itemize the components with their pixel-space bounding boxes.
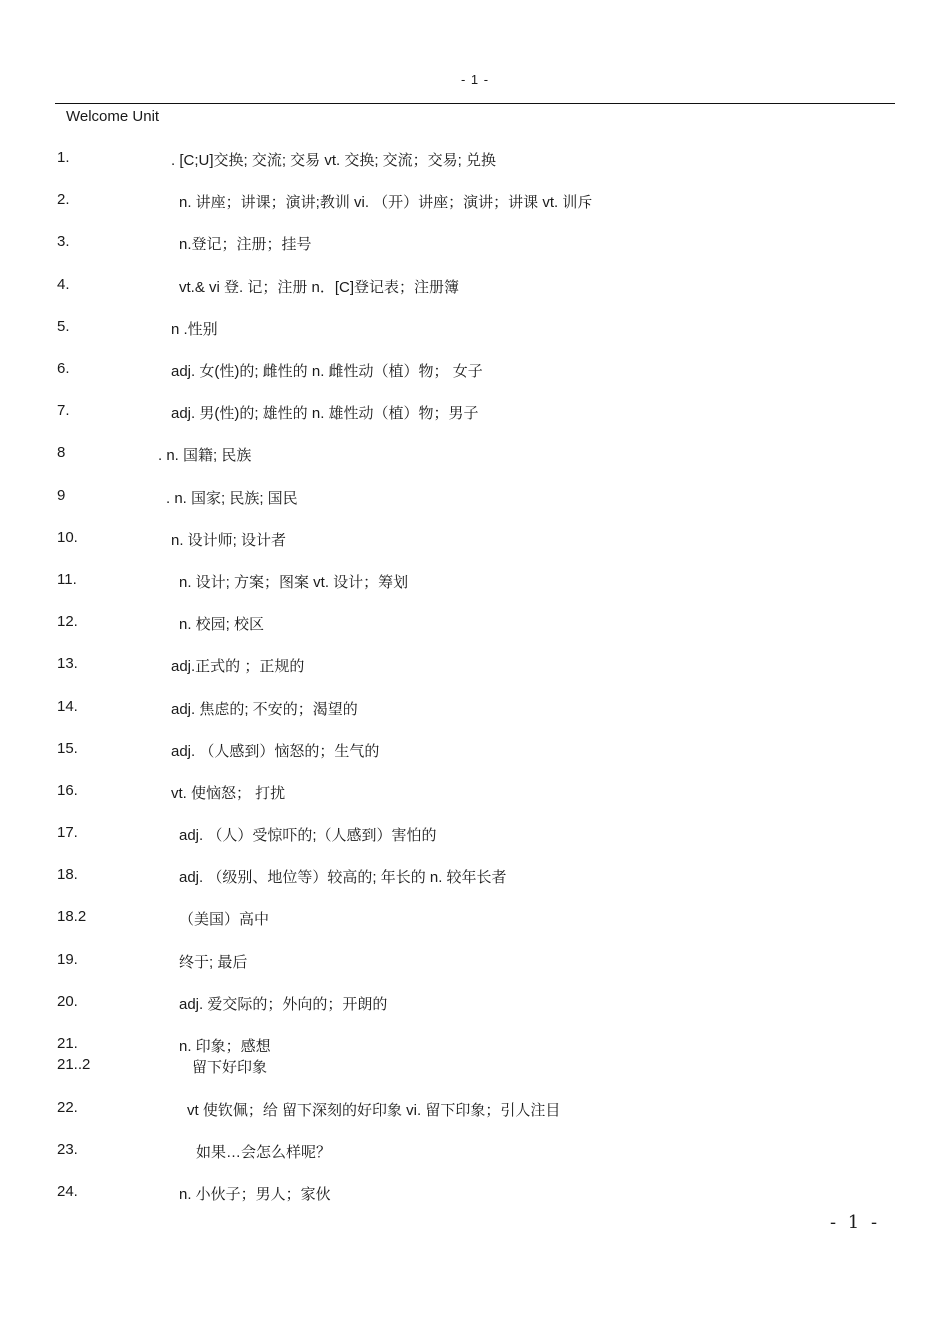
- entry-number: 15.: [57, 740, 78, 757]
- entry-number: 17.: [57, 824, 78, 841]
- entry-number: 19.: [57, 951, 78, 968]
- list-item: [0, 318, 950, 338]
- entry-definition: adj. （人）受惊吓的;（人感到）害怕的: [179, 827, 437, 844]
- entry-definition: vt.& vi 登. 记；注册 n．[C]登记表；注册簿: [179, 279, 460, 296]
- entry-number: 18.: [57, 866, 78, 883]
- entry-number: 3.: [57, 233, 70, 250]
- list-item: [0, 613, 950, 633]
- entry-definition: adj. 爱交际的；外向的；开朗的: [179, 996, 388, 1013]
- list-item: [0, 276, 950, 296]
- entry-number: 1.: [57, 149, 70, 166]
- unit-title: Welcome Unit: [66, 108, 160, 125]
- entry-number: 21..2: [57, 1056, 91, 1073]
- list-item: [0, 740, 950, 760]
- list-item: [0, 866, 950, 886]
- entry-definition: adj. （级别、地位等）较高的; 年长的 n. 较年长者: [179, 869, 507, 886]
- entry-definition: adj. 男(性)的; 雄性的 n. 雄性动（植）物；男子: [171, 405, 479, 422]
- entry-definition: . n. 国籍; 民族: [158, 447, 252, 464]
- list-item: [0, 1056, 950, 1076]
- entry-number: 8: [57, 444, 66, 461]
- list-item: [0, 951, 950, 971]
- entry-definition: n.登记；注册；挂号: [179, 236, 312, 253]
- entry-number: 11.: [57, 571, 77, 588]
- entry-definition: adj. （人感到）恼怒的；生气的: [171, 743, 380, 760]
- entry-number: 16.: [57, 782, 78, 799]
- list-item: [0, 233, 950, 253]
- entry-number: 9: [57, 487, 66, 504]
- entry-number: 5.: [57, 318, 70, 335]
- list-item: [0, 191, 950, 211]
- list-item: [0, 149, 950, 169]
- header-rule: [55, 103, 895, 104]
- list-item: [0, 1183, 950, 1203]
- entry-number: 13.: [57, 655, 78, 672]
- list-item: [0, 655, 950, 675]
- list-item: [0, 1099, 950, 1119]
- entry-number: 22.: [57, 1099, 78, 1116]
- entry-definition: . n. 国家; 民族; 国民: [166, 490, 298, 507]
- entry-number: 12.: [57, 613, 78, 630]
- list-item: [0, 444, 950, 464]
- list-item: [0, 487, 950, 507]
- entry-number: 10.: [57, 529, 78, 546]
- entry-definition: 留下好印象: [192, 1059, 268, 1076]
- list-item: [0, 529, 950, 549]
- list-item: [0, 1141, 950, 1161]
- entry-definition: . [C;U]交换; 交流; 交易 vt. 交换; 交流；交易; 兑换: [171, 152, 497, 169]
- entry-definition: 如果…会怎么样呢？: [196, 1144, 332, 1161]
- entry-definition: n .性别: [171, 321, 218, 338]
- entry-number: 23.: [57, 1141, 78, 1158]
- list-item: [0, 1035, 950, 1055]
- entry-definition: vt 使钦佩；给 留下深刻的好印象 vi. 留下印象；引人注目: [187, 1102, 561, 1119]
- page-header-number: - 1 -: [460, 72, 490, 87]
- entry-number: 24.: [57, 1183, 78, 1200]
- entry-number: 21.: [57, 1035, 78, 1052]
- list-item: [0, 698, 950, 718]
- entry-number: 6.: [57, 360, 70, 377]
- entry-number: 4.: [57, 276, 70, 293]
- entry-number: 14.: [57, 698, 78, 715]
- entry-definition: 终于; 最后: [179, 954, 248, 971]
- list-item: [0, 993, 950, 1013]
- entry-number: 2.: [57, 191, 70, 208]
- entry-definition: n. 设计师; 设计者: [171, 532, 287, 549]
- list-item: [0, 824, 950, 844]
- entry-number: 18.2: [57, 908, 87, 925]
- entry-number: 7.: [57, 402, 70, 419]
- entry-definition: n. 校园; 校区: [179, 616, 265, 633]
- list-item: [0, 402, 950, 422]
- page-footer-number: - 1 -: [830, 1212, 881, 1233]
- entry-definition: （美国）高中: [179, 911, 270, 928]
- entry-definition: n. 设计; 方案；图案 vt. 设计；筹划: [179, 574, 409, 591]
- list-item: [0, 782, 950, 802]
- list-item: [0, 360, 950, 380]
- list-item: [0, 908, 950, 928]
- entry-number: 20.: [57, 993, 78, 1010]
- entry-definition: vt. 使恼怒； 打扰: [171, 785, 286, 802]
- entry-definition: n. 讲座；讲课；演讲;教训 vi. （开）讲座；演讲；讲课 vt. 训斥: [179, 194, 593, 211]
- entry-definition: adj. 女(性)的; 雌性的 n. 雌性动（植）物； 女子: [171, 363, 483, 380]
- list-item: [0, 571, 950, 591]
- entry-definition: n. 小伙子；男人；家伙: [179, 1186, 331, 1203]
- entry-definition: adj.正式的 ；正规的: [171, 658, 305, 675]
- entry-definition: adj. 焦虑的; 不安的；渴望的: [171, 701, 358, 718]
- entry-definition: n. 印象；感想: [179, 1038, 271, 1055]
